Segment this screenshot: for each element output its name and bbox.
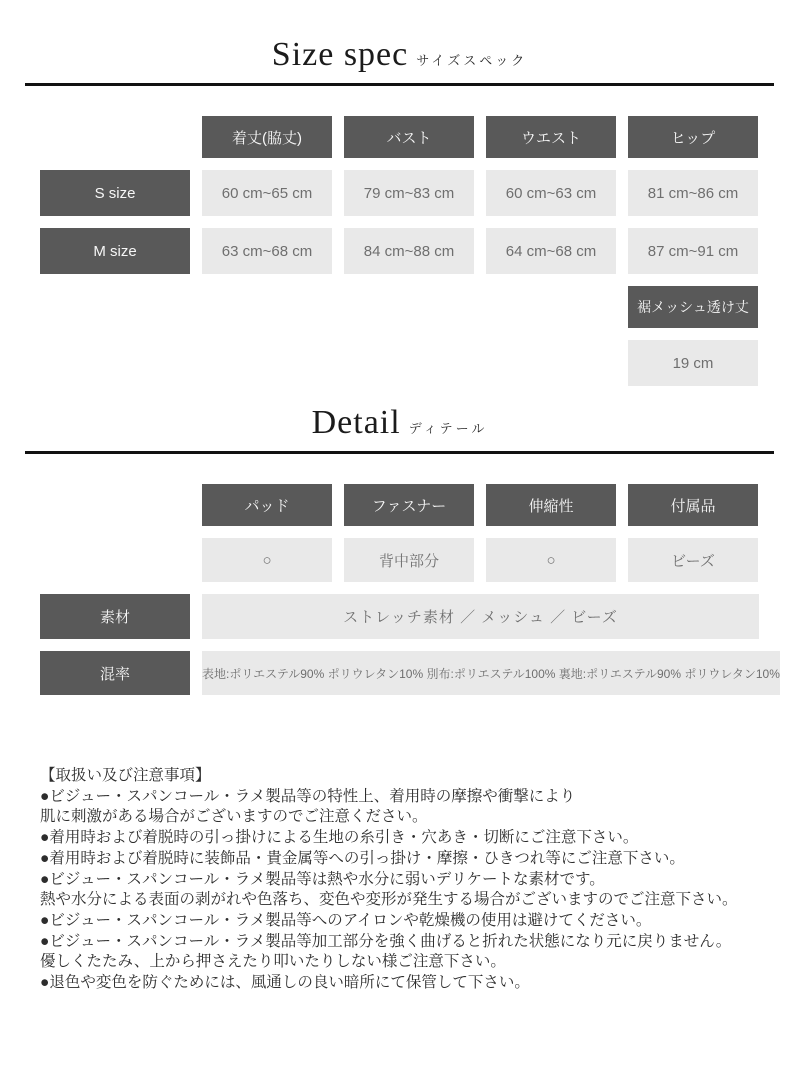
- detail-value-accessory: ビーズ: [628, 538, 758, 582]
- detail-table: [40, 484, 780, 695]
- note-line: 肌に刺激がある場合がございますのでご注意ください。: [40, 808, 428, 826]
- size-table-header-row: [40, 116, 759, 158]
- size-row-s: [40, 170, 759, 216]
- detail-value-row: [40, 538, 759, 582]
- detail-title-jp: ディテール: [408, 421, 488, 436]
- note-line: 熱や水分による表面の剥がれや色落ち、変色や変形が発生する場合がございますのでご注意下さい。: [40, 891, 738, 909]
- value-spacer: [40, 538, 190, 582]
- detail-title-en: Detail: [311, 404, 401, 441]
- note-line: ●着用時および着脱時の引っ掛けによる生地の糸引き・穴あき・切断にご注意下さい。: [40, 829, 639, 847]
- size-row-m: [40, 228, 759, 274]
- size-cell-m-waist: 64 cm~68 cm: [486, 228, 616, 274]
- column-header-accessory: 付属品: [628, 484, 758, 526]
- size-cell-m-length: 63 cm~68 cm: [202, 228, 332, 274]
- note-line: ●ビジュー・スパンコール・ラメ製品等の特性上、着用時の摩擦や衝撃により: [40, 787, 576, 805]
- column-header-bust: バスト: [344, 116, 474, 158]
- size-cell-s-waist: 60 cm~63 cm: [486, 170, 616, 216]
- size-cell-s-length: 60 cm~65 cm: [202, 170, 332, 216]
- size-row-label-m: M size: [40, 228, 190, 274]
- composition-row: [40, 651, 780, 695]
- detail-title-rule: [25, 451, 774, 454]
- size-spec-section: [40, 0, 759, 386]
- size-cell-m-bust: 84 cm~88 cm: [344, 228, 474, 274]
- column-header-stretch: 伸縮性: [486, 484, 616, 526]
- column-header-fastener: ファスナー: [344, 484, 474, 526]
- hem-length-value: 19 cm: [628, 340, 758, 386]
- note-line: 優しくたたみ、上から押さえたり叩いたりしない様ご注意下さい。: [40, 953, 506, 971]
- size-table: [40, 116, 759, 386]
- size-cell-m-hip: 87 cm~91 cm: [628, 228, 758, 274]
- note-line: ●ビジュー・スパンコール・ラメ製品等加工部分を強く曲げると折れた状態になり元に戻りません。: [40, 932, 732, 950]
- header-spacer: [40, 116, 190, 158]
- size-spec-title-jp: サイズスペック: [416, 53, 528, 68]
- notes-heading: 【取扱い及び注意事項】: [40, 767, 211, 784]
- material-label: 素材: [40, 594, 190, 639]
- column-header-hip: ヒップ: [628, 116, 758, 158]
- size-row-label-s: S size: [40, 170, 190, 216]
- detail-value-stretch: ○: [486, 538, 616, 582]
- composition-label: 混率: [40, 651, 190, 695]
- size-spec-title-rule: [25, 83, 774, 86]
- hem-length-header: 裾メッシュ透け丈: [628, 286, 758, 328]
- column-header-pad: パッド: [202, 484, 332, 526]
- note-line: ●着用時および着脱時に装飾品・貴金属等への引っ掛け・摩擦・ひきつれ等にご注意下さい。: [40, 849, 685, 867]
- column-header-length: 着丈(脇丈): [202, 116, 332, 158]
- detail-header-row: [40, 484, 759, 526]
- notes-section: [40, 766, 759, 994]
- size-cell-s-hip: 81 cm~86 cm: [628, 170, 758, 216]
- hem-length-value-row: [628, 340, 759, 386]
- note-line: ●ビジュー・スパンコール・ラメ製品等は熱や水分に弱いデリケートな素材です。: [40, 870, 605, 888]
- hem-length-header-row: [628, 286, 759, 328]
- composition-value: 表地:ポリエステル90% ポリウレタン10% 別布:ポリエステル100% 裏地:ポリエステル90% ポリウレタン10%: [202, 651, 780, 695]
- detail-value-fastener: 背中部分: [344, 538, 474, 582]
- header-spacer: [40, 484, 190, 526]
- detail-value-pad: ○: [202, 538, 332, 582]
- material-row: [40, 594, 759, 639]
- note-line: ●ビジュー・スパンコール・ラメ製品等へのアイロンや乾燥機の使用は避けてください。: [40, 911, 652, 929]
- detail-section: [40, 404, 780, 695]
- note-line: ●退色や変色を防ぐためには、風通しの良い暗所にて保管して下さい。: [40, 974, 530, 992]
- column-header-waist: ウエスト: [486, 116, 616, 158]
- size-spec-title-en: Size spec: [271, 36, 409, 73]
- size-spec-title: [40, 0, 759, 74]
- detail-title: [40, 404, 759, 442]
- material-value: ストレッチ素材 ／ メッシュ ／ ビーズ: [202, 594, 759, 639]
- size-cell-s-bust: 79 cm~83 cm: [344, 170, 474, 216]
